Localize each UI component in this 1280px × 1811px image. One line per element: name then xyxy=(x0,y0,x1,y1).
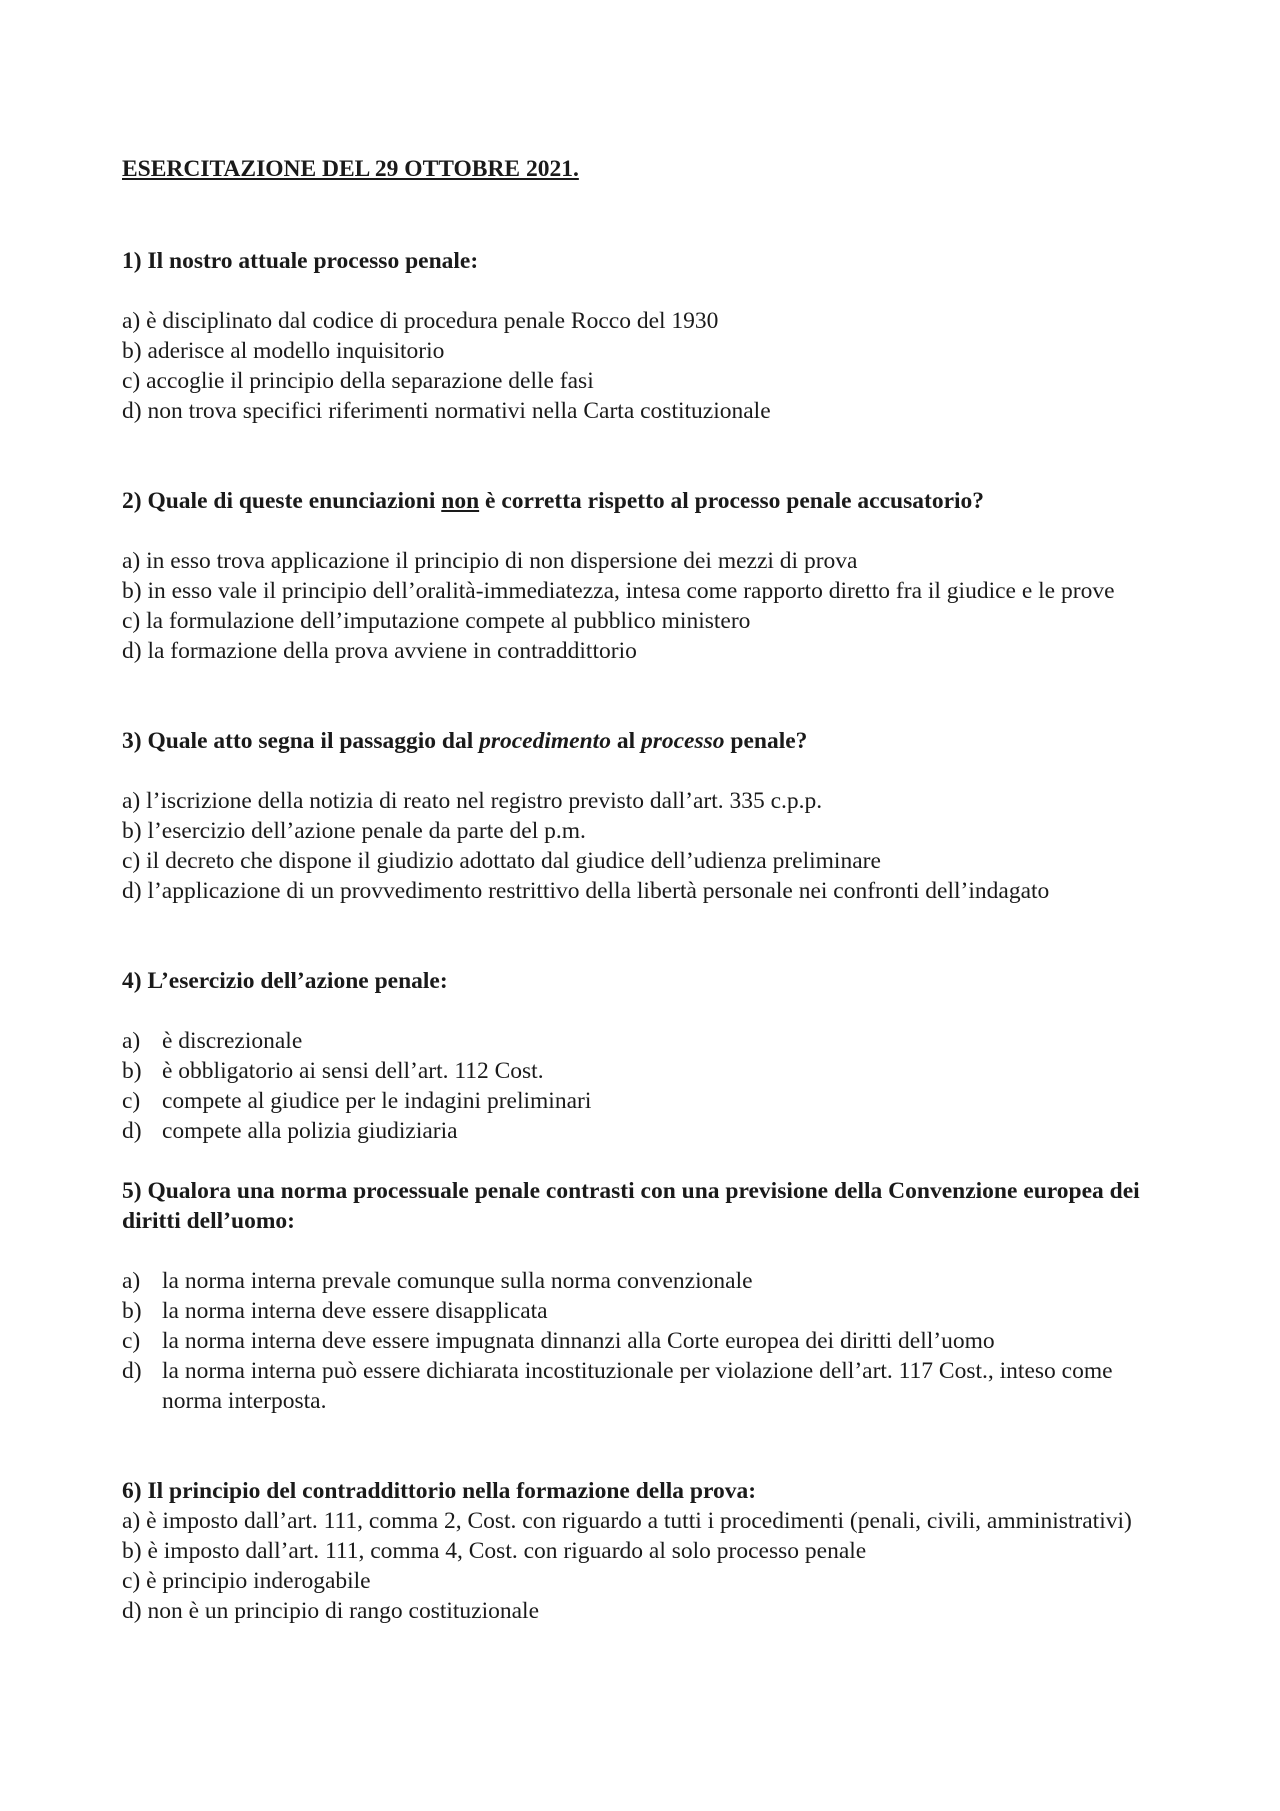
question-heading: 1) Il nostro attuale processo penale: xyxy=(122,248,479,274)
option-text: la norma interna deve essere impugnata dinnanzi alla Corte europea dei diritti dell’uomo xyxy=(162,1328,995,1354)
option-letter: b) xyxy=(122,1058,142,1084)
answer-option xyxy=(122,1026,1162,1056)
question-5 xyxy=(122,1176,1162,1416)
question-heading-text: al xyxy=(610,728,641,754)
option-letter: d) xyxy=(122,1358,142,1384)
answer-list xyxy=(122,1266,1162,1416)
option-letter: a) xyxy=(122,1268,141,1294)
option-letter: a) xyxy=(122,1028,141,1054)
question-6 xyxy=(122,1476,1162,1626)
option-text: la norma interna deve essere disapplicata xyxy=(162,1298,548,1324)
option-text: è discrezionale xyxy=(162,1028,303,1054)
answer-option: b) aderisce al modello inquisitorio xyxy=(122,338,445,364)
answer-option xyxy=(122,1056,1162,1086)
answer-option: d) la formazione della prova avviene in contraddittorio xyxy=(122,638,637,664)
question-4 xyxy=(122,966,1162,1146)
answer-option: c) è principio inderogabile xyxy=(122,1568,371,1594)
answer-option: d) non trova specifici riferimenti normativi nella Carta costituzionale xyxy=(122,398,771,424)
answer-option: a) è disciplinato dal codice di procedura penale Rocco del 1930 xyxy=(122,308,719,334)
question-heading xyxy=(122,726,1162,756)
question-heading-text: penale? xyxy=(724,728,808,754)
answer-option xyxy=(122,1326,1162,1356)
question-heading: 6) Il principio del contraddittorio nella formazione della prova: xyxy=(122,1478,757,1504)
option-letter: d) xyxy=(122,1118,142,1144)
answer-option xyxy=(122,1356,1162,1416)
answer-option: a) l’iscrizione della notizia di reato nel registro previsto dall’art. 335 c.p.p. xyxy=(122,788,823,814)
answer-list xyxy=(122,786,1162,906)
answer-list xyxy=(122,1506,1162,1626)
option-letter: c) xyxy=(122,1328,141,1354)
document-page xyxy=(122,154,1162,1686)
italic-word: procedimento xyxy=(479,728,611,754)
option-text: compete alla polizia giudiziaria xyxy=(162,1118,458,1144)
italic-word: processo xyxy=(640,728,725,754)
question-3 xyxy=(122,726,1162,906)
answer-option: c) il decreto che dispone il giudizio adottato dal giudice dell’udienza preliminare xyxy=(122,848,881,874)
option-letter: b) xyxy=(122,1298,142,1324)
question-2 xyxy=(122,486,1162,666)
question-heading: 4) L’esercizio dell’azione penale: xyxy=(122,968,448,994)
option-text: la norma interna prevale comunque sulla norma convenzionale xyxy=(162,1268,753,1294)
question-heading xyxy=(122,486,1162,516)
question-heading-text: 3) Quale atto segna il passaggio dal xyxy=(122,728,480,754)
answer-list xyxy=(122,546,1162,666)
answer-option xyxy=(122,1086,1162,1116)
answer-option: b) è imposto dall’art. 111, comma 4, Cost. con riguardo al solo processo penale xyxy=(122,1538,867,1564)
answer-option: b) l’esercizio dell’azione penale da parte del p.m. xyxy=(122,818,586,844)
answer-option: a) in esso trova applicazione il principio di non dispersione dei mezzi di prova xyxy=(122,548,858,574)
option-text: compete al giudice per le indagini preliminari xyxy=(162,1088,592,1114)
answer-option: c) accoglie il principio della separazione delle fasi xyxy=(122,368,594,394)
answer-option: c) la formulazione dell’imputazione compete al pubblico ministero xyxy=(122,608,751,634)
underlined-word: non xyxy=(441,488,480,514)
answer-option xyxy=(122,1266,1162,1296)
option-text: la norma interna può essere dichiarata incostituzionale per violazione dell’art. 117 Cost., inteso come norma interposta. xyxy=(162,1358,1113,1414)
answer-option: b) in esso vale il principio dell’oralità-immediatezza, intesa come rapporto diretto fra il giudice e le prove xyxy=(122,578,1115,604)
answer-option: d) non è un principio di rango costituzionale xyxy=(122,1598,540,1624)
answer-option xyxy=(122,1116,1162,1146)
question-heading-text: è corretta rispetto al processo penale accusatorio? xyxy=(479,488,985,514)
answer-list xyxy=(122,306,1162,426)
question-heading: 5) Qualora una norma processuale penale contrasti con una previsione della Convenzione europea dei diritti dell’uomo: xyxy=(122,1178,1140,1234)
document-title: ESERCITAZIONE DEL 29 OTTOBRE 2021. xyxy=(122,156,579,182)
answer-option: d) l’applicazione di un provvedimento restrittivo della libertà personale nei confronti dell’indagato xyxy=(122,878,1050,904)
question-heading-text: 2) Quale di queste enunciazioni xyxy=(122,488,442,514)
answer-list xyxy=(122,1026,1162,1146)
answer-option: a) è imposto dall’art. 111, comma 2, Cost. con riguardo a tutti i procedimenti (penali, civili, amministrativi) xyxy=(122,1508,1132,1534)
option-text: è obbligatorio ai sensi dell’art. 112 Cost. xyxy=(162,1058,544,1084)
question-1 xyxy=(122,246,1162,426)
answer-option xyxy=(122,1296,1162,1326)
option-letter: c) xyxy=(122,1088,141,1114)
